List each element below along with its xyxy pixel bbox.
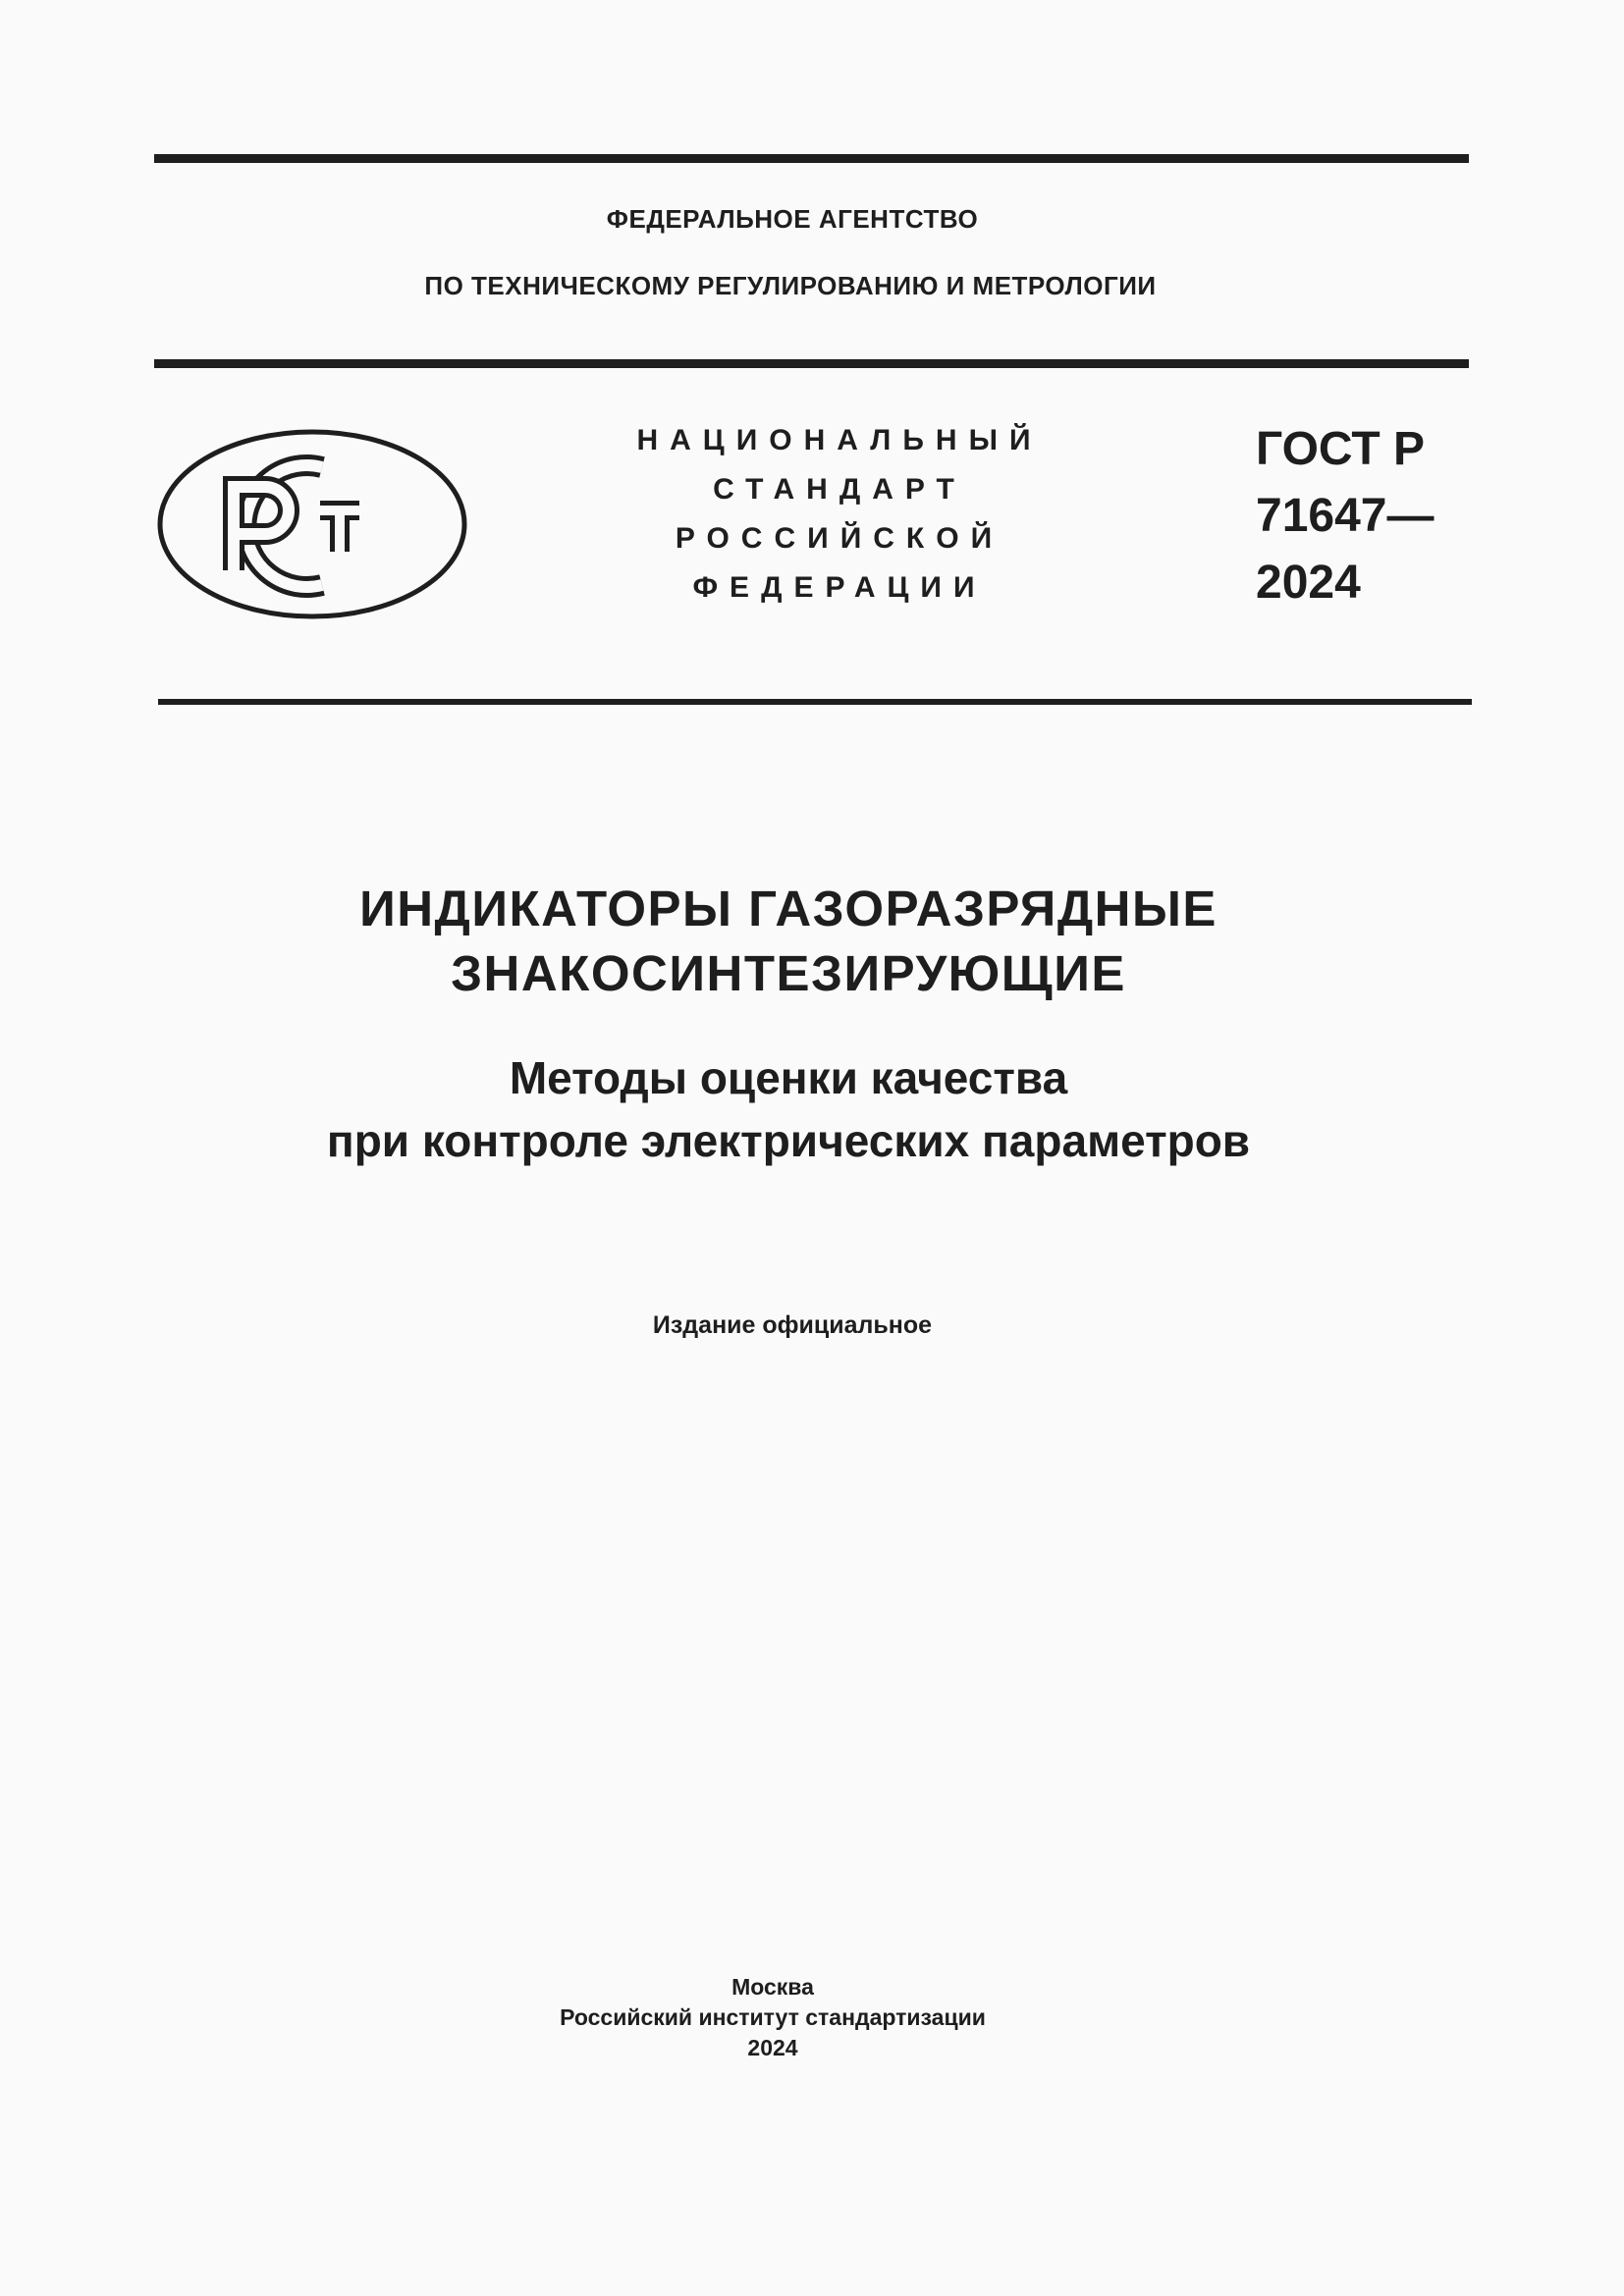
imprint-year: 2024 xyxy=(747,2035,798,2060)
document-title xyxy=(0,877,1600,1006)
national-standard-label xyxy=(599,416,1080,613)
document-title-line-1: ИНДИКАТОРЫ ГАЗОРАЗРЯДНЫЕ xyxy=(359,881,1218,936)
imprint xyxy=(0,1972,1585,2063)
top-rule xyxy=(154,154,1469,163)
designation-line-2: 71647— xyxy=(1256,490,1435,542)
document-title-line-2: ЗНАКОСИНТЕЗИРУЮЩИЕ xyxy=(451,945,1126,1001)
national-standard-line-2: СТАНДАРТ xyxy=(713,473,966,506)
national-standard-line-4: ФЕДЕРАЦИИ xyxy=(692,571,987,604)
imprint-publisher: Российский институт стандартизации xyxy=(560,2004,986,2030)
rst-certification-mark-icon xyxy=(157,428,467,620)
document-subtitle-line-1: Методы оценки качества xyxy=(509,1052,1068,1103)
agency-name-line-2: ПО ТЕХНИЧЕСКОМУ РЕГУЛИРОВАНИЮ И МЕТРОЛОГИИ xyxy=(424,271,1157,300)
designation-line-1: ГОСТ Р xyxy=(1256,423,1426,475)
national-standard-line-3: РОССИЙСКОЙ xyxy=(675,522,1004,555)
agency-name-line-1: ФЕДЕРАЛЬНОЕ АГЕНТСТВО xyxy=(606,204,979,234)
imprint-city: Москва xyxy=(731,1974,814,2000)
document-subtitle-line-2: при контроле электрических параметров xyxy=(326,1115,1251,1166)
standard-designation xyxy=(1256,416,1434,616)
document-subtitle xyxy=(0,1046,1600,1172)
agency-bottom-rule xyxy=(154,359,1469,368)
header-bottom-rule xyxy=(158,699,1472,705)
edition-label: Издание официальное xyxy=(652,1311,933,1339)
designation-line-3: 2024 xyxy=(1256,557,1361,609)
national-standard-line-1: НАЦИОНАЛЬНЫЙ xyxy=(636,424,1043,456)
